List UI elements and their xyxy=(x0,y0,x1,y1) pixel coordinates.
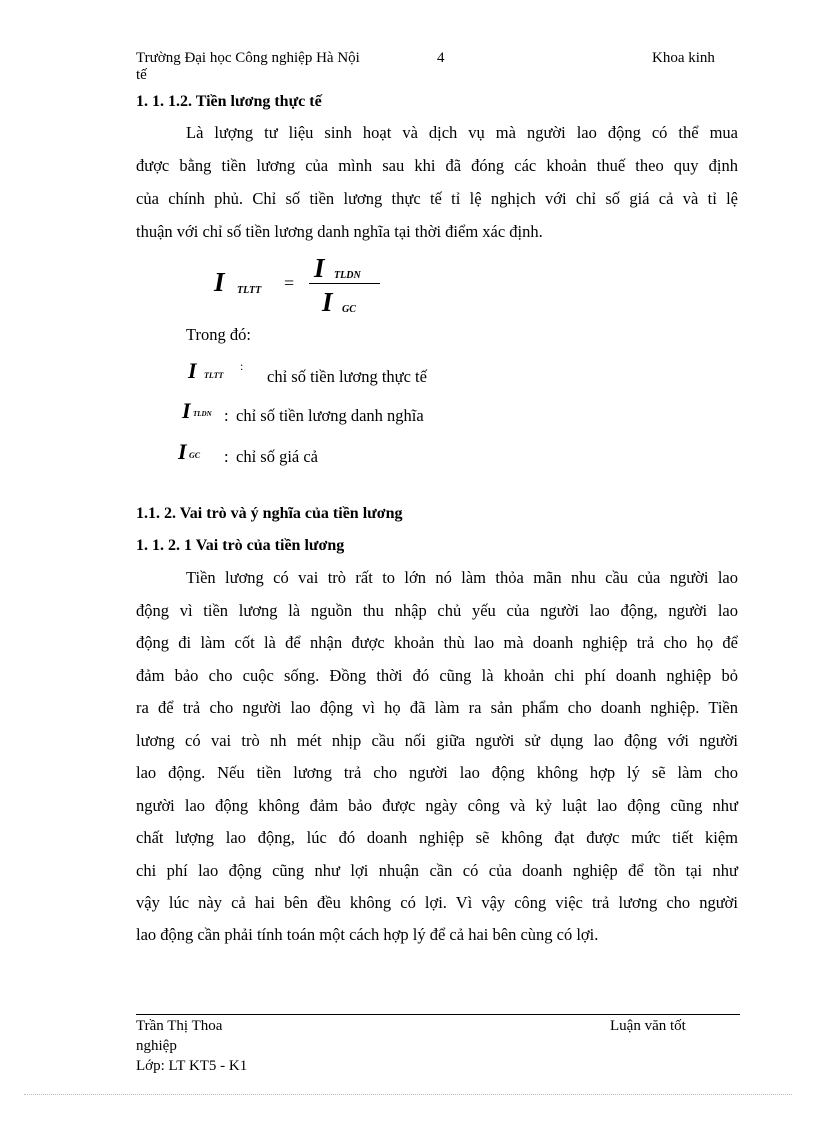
formula-lhs-subscript: TLTT xyxy=(237,285,262,296)
definition-symbol: I xyxy=(178,439,187,464)
fraction-bar xyxy=(309,283,380,284)
formula-denominator-subscript: GC xyxy=(342,304,356,315)
definition-symbol: I xyxy=(188,358,197,383)
paragraph-line: lương có vai trò nh mét nhịp cầu nối giữa người sử dụng lao động với người xyxy=(136,731,738,750)
definitions-intro: Trong đó: xyxy=(186,325,251,344)
definition-symbol: I xyxy=(182,398,191,423)
subsection-heading-role: 1. 1. 2. 1 Vai trò của tiền lương xyxy=(136,537,345,554)
definition-separator: : xyxy=(224,447,229,466)
paragraph-line: đảm bảo cho cuộc sống. Đồng thời đó cũng là khoản chi phí doanh nghiệp bỏ xyxy=(136,666,738,685)
paragraph-line: thuận với chỉ số tiền lương danh nghĩa tại thời điểm xác định. xyxy=(136,222,543,241)
paragraph-line: người lao động không đảm bảo được ngày công và kỷ luật lao động cũng như xyxy=(136,796,738,815)
section-heading-role-meaning: 1.1. 2. Vai trò và ý nghĩa của tiền lương xyxy=(136,505,403,522)
section-heading-real-wage: 1. 1. 1.2. Tiền lương thực tế xyxy=(136,93,322,110)
paragraph-line: chất lượng lao động, lúc đó doanh nghiệp sẽ không đạt được mức tiết kiệm xyxy=(136,828,738,847)
definition-separator: : xyxy=(224,406,229,425)
definition-text: chỉ số giá cả xyxy=(236,447,319,466)
definition-subscript: TLDN xyxy=(193,410,212,418)
paragraph-line: của chính phủ. Chỉ số tiền lương thực tế tỉ lệ nghịch với chỉ số giá cả và tỉ lệ xyxy=(136,189,738,208)
paragraph-line: Tiền lương có vai trò rất to lớn nó làm thỏa mãn nhu cầu của người lao xyxy=(186,568,738,587)
definition-subscript: TLTT xyxy=(204,371,224,380)
footer-rule xyxy=(136,1014,740,1015)
paragraph-line: vậy lúc này cả hai bên đều không có lợi. Vì vậy công việc trả lương cho người xyxy=(136,893,738,912)
paragraph-line: động đi làm cốt là để nhận được khoản thù lao mà doanh nghiệp trả cho họ để xyxy=(136,633,738,652)
definition-subscript: GC xyxy=(189,451,201,460)
paragraph-line: lao động. Nếu tiền lương trả cho người lao động không hợp lý sẽ làm cho xyxy=(136,763,738,782)
footer-thesis: Luận văn tốt xyxy=(610,1018,686,1034)
definition-text: chỉ số tiền lương danh nghĩa xyxy=(236,406,424,425)
header-faculty: Khoa kinh xyxy=(652,50,715,66)
paragraph-line: chi phí lao động cũng như lợi nhuận cần có của doanh nghiệp để tồn tại như xyxy=(136,861,738,880)
header-faculty-cont: tế xyxy=(136,67,147,83)
page-bottom-separator xyxy=(24,1094,792,1095)
definition-text: chỉ số tiền lương thực tế xyxy=(267,367,427,386)
paragraph-line: lao động cần phải tính toán một cách hợp lý để cả hai bên cùng có lợi. xyxy=(136,925,599,944)
footer-author: Trần Thị Thoa xyxy=(136,1018,223,1034)
formula-equals: = xyxy=(284,273,295,293)
paragraph-line: Là lượng tư liệu sinh hoạt và dịch vụ mà người lao động có thể mua xyxy=(186,123,738,142)
footer-thesis-cont: nghiệp xyxy=(136,1038,177,1054)
formula-lhs-symbol: I xyxy=(214,267,225,297)
definition-separator: : xyxy=(240,359,244,373)
header-school: Trường Đại học Công nghiệp Hà Nội xyxy=(136,50,360,66)
paragraph-line: được bằng tiền lương của mình sau khi đã đóng các khoản thuế theo quy định xyxy=(136,156,738,175)
formula-numerator-subscript: TLDN xyxy=(334,270,361,281)
header-page-number: 4 xyxy=(437,50,445,66)
paragraph-line: ra để trả cho người lao động vì họ đã làm ra sản phẩm cho doanh nghiệp. Tiền xyxy=(136,698,738,717)
paragraph-line: động vì tiền lương là nguồn thu nhập chủ yếu của người lao động, người lao xyxy=(136,601,738,620)
footer-class: Lớp: LT KT5 - K1 xyxy=(136,1058,248,1074)
formula-numerator-symbol: I xyxy=(314,253,325,283)
formula-denominator-symbol: I xyxy=(322,287,333,317)
